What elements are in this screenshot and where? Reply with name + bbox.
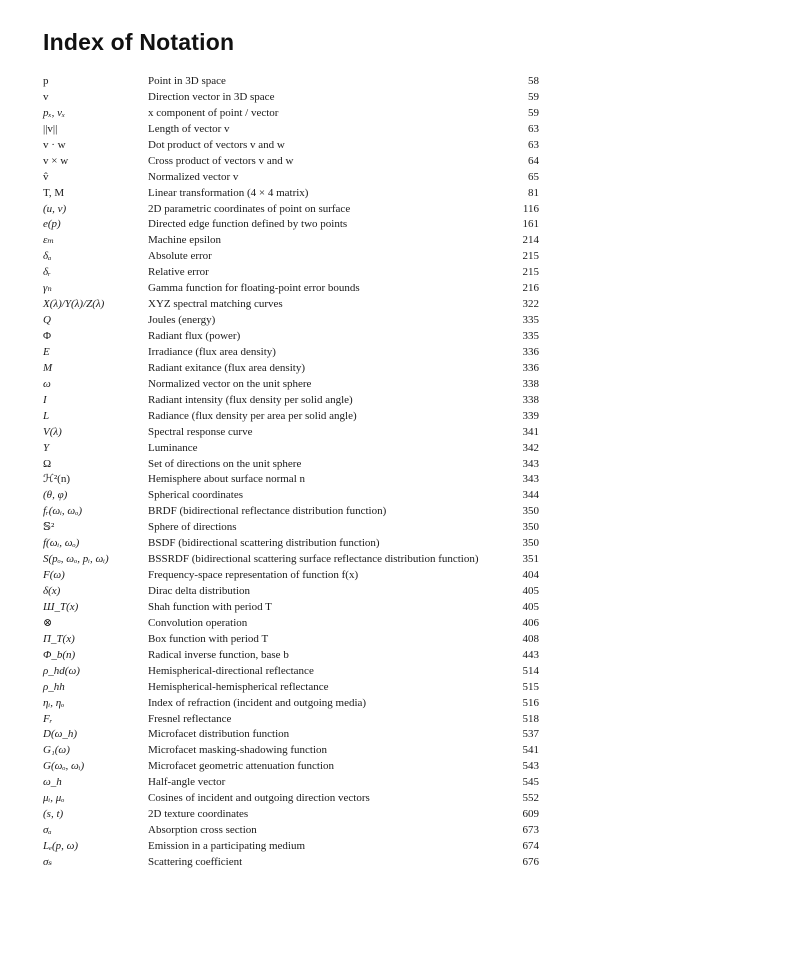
notation-page-number: 341 — [522, 425, 539, 438]
notation-symbol: δᵣ — [43, 266, 51, 279]
notation-description: Shah function with period T — [148, 600, 272, 613]
notation-symbol: ⊗ — [43, 616, 53, 629]
notation-page-number: 216 — [522, 282, 539, 295]
notation-page-number: 336 — [522, 361, 539, 374]
notation-row — [0, 138, 790, 154]
notation-symbol: γₙ — [43, 282, 52, 295]
notation-list — [0, 74, 790, 871]
notation-symbol: (s, t) — [43, 808, 64, 821]
notation-page-number: 335 — [522, 314, 539, 327]
notation-symbol: X(λ)/Y(λ)/Z(λ) — [43, 298, 105, 311]
notation-row — [0, 265, 790, 281]
notation-page-number: 351 — [522, 553, 539, 566]
notation-description: Radical inverse function, base b — [148, 648, 289, 661]
notation-symbol: δ(x) — [43, 585, 61, 597]
notation-page-number: 342 — [522, 441, 539, 454]
notation-description: Dot product of vectors v and w — [148, 138, 285, 151]
notation-description: Microfacet masking-shadowing function — [148, 744, 328, 757]
notation-symbol: F(ω) — [43, 569, 65, 582]
notation-symbol: μᵢ, μₒ — [43, 792, 65, 805]
notation-description: Radiance (flux density per area per solid angle) — [148, 409, 357, 422]
notation-description: Frequency-space representation of function f(x) — [148, 569, 359, 582]
notation-row — [0, 807, 790, 823]
notation-row — [0, 520, 790, 536]
notation-page-number: 674 — [522, 840, 539, 852]
notation-row — [0, 281, 790, 297]
notation-description: Radiant exitance (flux area density) — [148, 361, 305, 374]
notation-row — [0, 233, 790, 249]
notation-symbol: G(ωₒ, ωᵢ) — [43, 760, 85, 773]
notation-row — [0, 536, 790, 552]
notation-page-number: 543 — [522, 760, 539, 773]
notation-row — [0, 425, 790, 441]
notation-description: Machine epsilon — [148, 234, 222, 247]
notation-description: Linear transformation (4 × 4 matrix) — [148, 186, 309, 199]
notation-description: Length of vector v — [148, 122, 230, 135]
notation-symbol: Fᵣ — [43, 712, 53, 725]
notation-page-number: 322 — [522, 298, 539, 311]
notation-symbol: D(ω_h) — [43, 728, 78, 741]
notation-symbol: I — [43, 393, 47, 406]
notation-description: Cosines of incident and outgoing direction vectors — [148, 792, 370, 805]
notation-page-number: 336 — [522, 345, 539, 358]
notation-row — [0, 472, 790, 488]
notation-symbol: E — [43, 345, 50, 358]
notation-page-number: 116 — [522, 202, 539, 215]
notation-page-number: 58 — [528, 75, 539, 87]
notation-row — [0, 632, 790, 648]
notation-description: Direction vector in 3D space — [148, 90, 275, 103]
notation-symbol: f(ωᵢ, ωₒ) — [43, 537, 80, 550]
notation-symbol: Lₑ(p, ω) — [43, 840, 79, 852]
notation-symbol: (θ, φ) — [43, 489, 68, 502]
notation-symbol: Φ_b(n) — [43, 648, 76, 661]
notation-description: BRDF (bidirectional reflectance distribution function) — [148, 505, 387, 518]
notation-row — [0, 839, 790, 855]
notation-page-number: 350 — [522, 521, 539, 534]
notation-row — [0, 106, 790, 122]
notation-description: Hemispherical-directional reflectance — [148, 664, 314, 677]
notation-description: Normalized vector v — [148, 170, 239, 183]
notation-row — [0, 584, 790, 600]
notation-row — [0, 648, 790, 664]
notation-description: Hemispherical-hemispherical reflectance — [148, 680, 329, 693]
notation-symbol: S(pₒ, ωₒ, pᵢ, ωᵢ) — [43, 553, 109, 566]
notation-page-number: 541 — [522, 744, 539, 757]
notation-page-number: 59 — [528, 90, 539, 103]
notation-description: Spherical coordinates — [148, 489, 243, 502]
notation-page-number: 514 — [522, 664, 539, 677]
notation-row — [0, 759, 790, 775]
notation-page-number: 215 — [522, 250, 539, 263]
notation-symbol: σₛ — [43, 855, 53, 868]
notation-row — [0, 791, 790, 807]
notation-symbol: 𝕊² — [43, 521, 55, 534]
notation-page-number: 343 — [522, 473, 539, 486]
notation-row — [0, 170, 790, 186]
notation-page-number: 516 — [522, 696, 539, 709]
notation-page-number: 350 — [522, 505, 539, 518]
notation-symbol: G₁(ω) — [43, 744, 70, 757]
notation-description: Microfacet geometric attenuation function — [148, 760, 335, 773]
notation-symbol: σₐ — [43, 824, 52, 837]
notation-row — [0, 122, 790, 138]
notation-description: Absorption cross section — [148, 824, 257, 837]
notation-page-number: 161 — [522, 218, 539, 231]
notation-row — [0, 297, 790, 313]
notation-row — [0, 680, 790, 696]
notation-symbol: (u, v) — [43, 202, 67, 215]
notation-description: Emission in a participating medium — [148, 840, 306, 852]
notation-description: Directed edge function defined by two points — [148, 218, 348, 231]
notation-row — [0, 377, 790, 393]
notation-description: 2D texture coordinates — [148, 808, 249, 821]
notation-row — [0, 217, 790, 233]
notation-page-number: 343 — [522, 457, 539, 470]
notation-row — [0, 393, 790, 409]
notation-symbol: V(λ) — [43, 425, 62, 438]
notation-description: Sphere of directions — [148, 521, 237, 534]
notation-description: Spectral response curve — [148, 425, 253, 438]
notation-page-number: 59 — [528, 106, 539, 119]
notation-symbol: δₐ — [43, 250, 52, 263]
notation-row — [0, 664, 790, 680]
notation-page-number: 673 — [522, 824, 539, 837]
notation-description: Irradiance (flux area density) — [148, 345, 276, 358]
notation-row — [0, 249, 790, 265]
notation-row — [0, 504, 790, 520]
notation-page-number: 537 — [522, 728, 539, 741]
notation-row — [0, 600, 790, 616]
notation-description: Microfacet distribution function — [148, 728, 290, 741]
notation-description: Cross product of vectors v and w — [148, 154, 294, 167]
notation-description: Dirac delta distribution — [148, 585, 251, 597]
notation-symbol: v × w — [43, 154, 69, 167]
notation-row — [0, 329, 790, 345]
notation-row — [0, 361, 790, 377]
notation-description: Index of refraction (incident and outgoing media) — [148, 696, 367, 709]
notation-description: BSSRDF (bidirectional scattering surface reflectance distribution function) — [148, 553, 479, 566]
notation-description: Fresnel reflectance — [148, 712, 232, 725]
notation-description: Radiant flux (power) — [148, 330, 241, 342]
notation-page-number: 405 — [522, 585, 539, 597]
notation-description: Relative error — [148, 266, 209, 279]
notation-row — [0, 727, 790, 743]
notation-description: Luminance — [148, 441, 198, 454]
notation-page-number: 339 — [522, 409, 539, 422]
notation-page-number: 552 — [522, 792, 539, 805]
notation-symbol: v̂ — [43, 170, 49, 183]
notation-symbol: Ω — [43, 457, 52, 470]
notation-symbol: ω_h — [43, 776, 62, 789]
notation-page-number: 676 — [522, 855, 539, 868]
notation-row — [0, 186, 790, 202]
notation-symbol: p — [43, 75, 49, 87]
notation-row — [0, 552, 790, 568]
notation-page-number: 63 — [528, 138, 539, 151]
notation-description: BSDF (bidirectional scattering distribution function) — [148, 537, 380, 550]
notation-row — [0, 712, 790, 728]
notation-page-number: 515 — [522, 680, 539, 693]
notation-symbol: Y — [43, 441, 50, 454]
notation-description: Radiant intensity (flux density per solid angle) — [148, 393, 353, 406]
notation-page-number: 518 — [522, 712, 539, 725]
notation-symbol: pₓ, vₓ — [43, 106, 66, 119]
notation-symbol: ρ_hh — [43, 680, 65, 693]
notation-description: Hemisphere about surface normal n — [148, 473, 305, 486]
notation-page-number: 63 — [528, 122, 539, 135]
notation-symbol: Ш_T(x) — [43, 600, 79, 613]
notation-page-number: 64 — [528, 154, 539, 167]
notation-row — [0, 457, 790, 473]
notation-row — [0, 154, 790, 170]
notation-symbol: ηᵢ, ηₒ — [43, 696, 65, 709]
notation-page-number: 408 — [522, 632, 539, 645]
notation-row — [0, 616, 790, 632]
notation-description: Absolute error — [148, 250, 212, 263]
notation-symbol: ω — [43, 377, 51, 390]
notation-row — [0, 409, 790, 425]
notation-page-number: 338 — [522, 393, 539, 406]
notation-description: Convolution operation — [148, 616, 248, 629]
notation-description: 2D parametric coordinates of point on surface — [148, 202, 351, 215]
notation-page-number: 65 — [528, 170, 539, 183]
notation-page-number: 404 — [522, 569, 539, 582]
notation-symbol: fᵣ(ωᵢ, ωₒ) — [43, 505, 83, 518]
notation-row — [0, 743, 790, 759]
notation-symbol: ℋ²(n) — [43, 473, 70, 486]
notation-description: Half-angle vector — [148, 776, 226, 789]
notation-symbol: v · w — [43, 138, 66, 151]
notation-page-number: 545 — [522, 776, 539, 789]
notation-symbol: e(p) — [43, 218, 61, 231]
notation-page-number: 443 — [522, 648, 539, 661]
notation-symbol: Q — [43, 314, 51, 327]
notation-page-number: 81 — [528, 186, 539, 199]
notation-description: Scattering coefficient — [148, 855, 243, 868]
notation-symbol: Π_T(x) — [43, 632, 75, 645]
notation-description: Normalized vector on the unit sphere — [148, 377, 312, 390]
notation-page-number: 406 — [522, 616, 539, 629]
notation-description: Gamma function for floating-point error bounds — [148, 282, 360, 295]
notation-symbol: T, M — [43, 186, 65, 199]
notation-page-number: 335 — [522, 330, 539, 342]
notation-page-number: 338 — [522, 377, 539, 390]
notation-description: Set of directions on the unit sphere — [148, 457, 302, 470]
notation-page-number: 215 — [522, 266, 539, 279]
notation-description: Joules (energy) — [148, 314, 216, 327]
notation-symbol: M — [43, 361, 53, 374]
notation-description: x component of point / vector — [148, 106, 279, 119]
notation-page-number: 344 — [522, 489, 539, 502]
page-title: Index of Notation — [43, 29, 235, 55]
notation-page-number: 214 — [522, 234, 539, 247]
notation-row — [0, 74, 790, 90]
notation-row — [0, 345, 790, 361]
notation-symbol: ||v|| — [43, 122, 58, 135]
notation-description: XYZ spectral matching curves — [148, 298, 283, 311]
notation-symbol: εₘ — [43, 234, 55, 247]
notation-symbol: ρ_hd(ω) — [43, 664, 80, 677]
notation-symbol: v — [43, 90, 49, 103]
notation-description: Box function with period T — [148, 632, 269, 645]
notation-row — [0, 488, 790, 504]
notation-row — [0, 90, 790, 106]
notation-row — [0, 823, 790, 839]
notation-page-number: 405 — [522, 600, 539, 613]
notation-row — [0, 202, 790, 218]
notation-row — [0, 441, 790, 457]
notation-row — [0, 568, 790, 584]
notation-page-number: 609 — [522, 808, 539, 821]
notation-row — [0, 855, 790, 871]
notation-page-number: 350 — [522, 537, 539, 550]
notation-row — [0, 313, 790, 329]
notation-symbol: Φ — [43, 330, 52, 342]
notation-description: Point in 3D space — [148, 75, 226, 87]
notation-row — [0, 696, 790, 712]
notation-symbol: L — [43, 409, 50, 422]
notation-row — [0, 775, 790, 791]
